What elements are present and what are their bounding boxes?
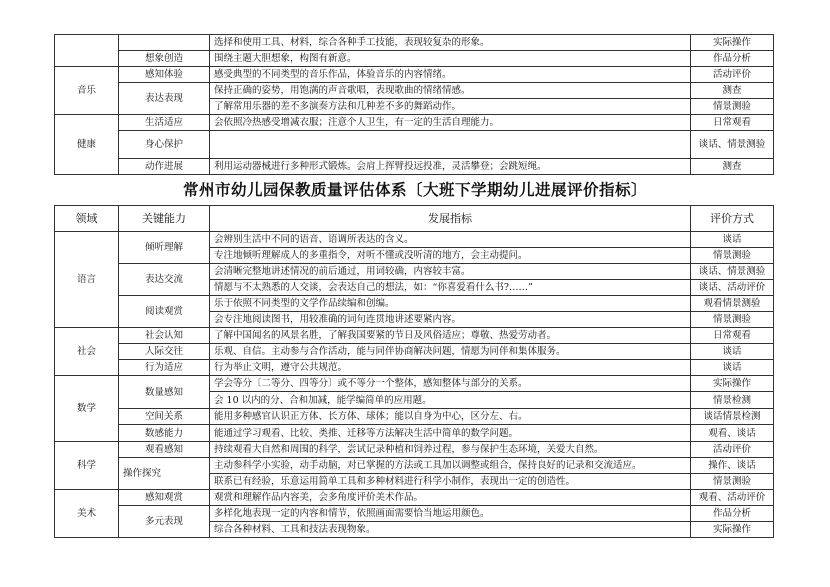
indicator-cell: 乐观、自信。主动参与合作活动，能与同伴协商解决问题，情愿为同伴和集体服务。 — [210, 344, 691, 360]
evaluation-cell: 情景测验 — [691, 99, 774, 115]
evaluation-cell: 活动评价 — [691, 67, 774, 83]
ability-cell: 数感能力 — [119, 425, 210, 442]
ability-cell: 行为适应 — [119, 360, 210, 376]
indicator-cell: 利用运动器械进行多种形式锻炼。会肩上挥臂投远投准，灵活攀登；会跳短绳。 — [210, 159, 691, 175]
header-indicator: 发展指标 — [210, 206, 691, 232]
indicator-cell: 乐于依照不同类型的文学作品续编和创编。 — [210, 296, 691, 312]
domain-cell: 语言 — [55, 232, 119, 328]
indicator-cell: 会清晰完整地讲述情况的前后通过，用词较确，内容较丰富。 — [210, 264, 691, 280]
table-row — [55, 51, 774, 67]
main-table-body — [55, 232, 774, 538]
top-table — [54, 34, 774, 175]
ability-cell: 感知体验 — [119, 67, 210, 83]
evaluation-cell: 实际操作 — [691, 376, 774, 392]
indicator-cell: 会 10 以内的分、合和加减，能学编简单的应用题。 — [210, 392, 691, 409]
ability-cell: 表达表现 — [119, 83, 210, 115]
table-row — [55, 264, 774, 280]
table-row — [55, 232, 774, 248]
ability-cell — [119, 35, 210, 51]
domain-cell: 数学 — [55, 376, 119, 442]
ability-cell: 生活适应 — [119, 115, 210, 131]
evaluation-cell: 情景检测 — [691, 392, 774, 409]
indicator-cell: 感受典型的不同类型的音乐作品，体验音乐的内容情绪。 — [210, 67, 691, 83]
ability-cell: 多元表现 — [119, 506, 210, 538]
table-row — [55, 409, 774, 425]
evaluation-cell: 情景测验 — [691, 474, 774, 490]
evaluation-cell: 谈话 — [691, 360, 774, 376]
evaluation-cell: 日常观看 — [691, 115, 774, 131]
indicator-cell: 会依照冷热感受增减衣服；注意个人卫生，有一定的生活自理能力。 — [210, 115, 691, 131]
ability-cell: 操作探究 — [119, 458, 210, 490]
ability-cell: 阅读观赏 — [119, 296, 210, 328]
indicator-cell: 学会等分〔二等分、四等分〕或不等分一个整体，感知整体与部分的关系。 — [210, 376, 691, 392]
evaluation-cell: 作品分析 — [691, 506, 774, 522]
ability-cell: 表达交流 — [119, 264, 210, 296]
indicator-cell: 综合各种材料、工具和技法表现物象。 — [210, 522, 691, 538]
ability-cell: 人际交往 — [119, 344, 210, 360]
domain-cell: 社会 — [55, 328, 119, 376]
table-row — [55, 115, 774, 131]
indicator-cell: 多样化地表现一定的内容和情节，依照画面需要恰当地运用颜色。 — [210, 506, 691, 522]
table-row — [55, 490, 774, 506]
ability-cell: 数量感知 — [119, 376, 210, 409]
evaluation-cell: 观看、活动评价 — [691, 490, 774, 506]
evaluation-cell: 日常观看 — [691, 328, 774, 344]
table-row — [55, 506, 774, 522]
evaluation-cell: 谈话、情景测验 — [691, 264, 774, 280]
ability-cell: 观看感知 — [119, 442, 210, 458]
header-evaluation: 评价方式 — [691, 206, 774, 232]
evaluation-cell: 作品分析 — [691, 51, 774, 67]
table-row — [55, 442, 774, 458]
ability-cell: 动作进展 — [119, 159, 210, 175]
top-table-body — [55, 35, 774, 175]
indicator-cell: 围绕主题大胆想象，构图有新意。 — [210, 51, 691, 67]
domain-cell — [55, 35, 119, 67]
indicator-cell: 能通过学习观看、比较、类推、迁移等方法解决生活中简单的数学问题。 — [210, 425, 691, 442]
table-row — [55, 376, 774, 392]
evaluation-cell: 实际操作 — [691, 522, 774, 538]
indicator-cell: 了解中国闻名的风景名胜，了解我国要紧的节日及风俗适应；尊敬、热爱劳动者。 — [210, 328, 691, 344]
ability-cell: 想象创造 — [119, 51, 210, 67]
table-row — [55, 360, 774, 376]
indicator-cell: 保持正确的姿势，用饱满的声音歌唱，表现歌曲的情绪情感。 — [210, 83, 691, 99]
table-row — [55, 131, 774, 159]
evaluation-cell: 测查 — [691, 159, 774, 175]
evaluation-cell: 情景测验 — [691, 312, 774, 328]
table-row — [55, 425, 774, 442]
table-row — [55, 67, 774, 83]
domain-cell: 科学 — [55, 442, 119, 490]
evaluation-cell: 谈话 — [691, 344, 774, 360]
indicator-cell: 会辨别生活中不同的语音、语调所表达的含义。 — [210, 232, 691, 248]
ability-cell: 感知观赏 — [119, 490, 210, 506]
indicator-cell: 观赏和理解作品内容美，会多角度评价美术作品。 — [210, 490, 691, 506]
table-row — [55, 83, 774, 99]
header-domain: 领域 — [55, 206, 119, 232]
table-row — [55, 344, 774, 360]
evaluation-cell: 操作、谈话 — [691, 458, 774, 474]
indicator-cell: 能用多种感官认识正方体、长方体、球体；能以自身为中心，区分左、右。 — [210, 409, 691, 425]
indicator-cell: 了解常用乐器的差不多演奏方法和几种差不多的舞蹈动作。 — [210, 99, 691, 115]
indicator-cell: 行为举止文明，遵守公共规范。 — [210, 360, 691, 376]
table-row — [55, 328, 774, 344]
evaluation-cell: 谈话、情景测验 — [691, 131, 774, 159]
table-row — [55, 159, 774, 175]
indicator-cell: 持续观看大自然和周围的科学，尝试记录种植和饲养过程，参与保护生态环境，关爱大自然。 — [210, 442, 691, 458]
indicator-cell: 主动参科学小实验，动手动脑，对已掌握的方法或工具加以调整或组合，保持良好的记录和交流适应。 — [210, 458, 691, 474]
indicator-cell — [210, 131, 691, 159]
indicator-cell: 选择和使用工具、材料，综合各种手工技能，表现较复杂的形象。 — [210, 35, 691, 51]
page-title: 常州市幼儿园保教质量评估体系〔大班下学期幼儿进展评价指标〕 — [182, 180, 647, 199]
header-ability: 关键能力 — [119, 206, 210, 232]
evaluation-cell: 谈话情景检测 — [691, 409, 774, 425]
table-row — [55, 296, 774, 312]
evaluation-cell: 情景测验 — [691, 248, 774, 264]
domain-cell: 音乐 — [55, 67, 119, 115]
evaluation-cell: 测查 — [691, 83, 774, 99]
indicator-cell: 情愿与不太熟悉的人交谈，会表达自己的想法，如：“你喜爱看什么书?……” — [210, 280, 691, 296]
domain-cell: 健康 — [55, 115, 119, 175]
domain-cell: 美术 — [55, 490, 119, 538]
indicator-cell: 联系已有经验，乐意运用简单工具和多种材料进行科学小制作，表现出一定的创造性。 — [210, 474, 691, 490]
evaluation-cell: 谈话 — [691, 232, 774, 248]
indicator-cell: 专注地倾听理解成人的多重指令，对听不懂或没听清的地方，会主动提问。 — [210, 248, 691, 264]
evaluation-cell: 观看情景测验 — [691, 296, 774, 312]
ability-cell: 空间关系 — [119, 409, 210, 425]
header-row — [55, 206, 774, 232]
ability-cell: 身心保护 — [119, 131, 210, 159]
main-table — [54, 205, 774, 538]
ability-cell: 倾听理解 — [119, 232, 210, 264]
evaluation-cell: 实际操作 — [691, 35, 774, 51]
table-row — [55, 458, 774, 474]
table-row — [55, 35, 774, 51]
ability-cell: 社会认知 — [119, 328, 210, 344]
indicator-cell: 会专注地阅读图书，用较准确的词句连贯地讲述要紧内容。 — [210, 312, 691, 328]
evaluation-cell: 活动评价 — [691, 442, 774, 458]
evaluation-cell: 谈话、活动评价 — [691, 280, 774, 296]
evaluation-cell: 观看、谈话 — [691, 425, 774, 442]
